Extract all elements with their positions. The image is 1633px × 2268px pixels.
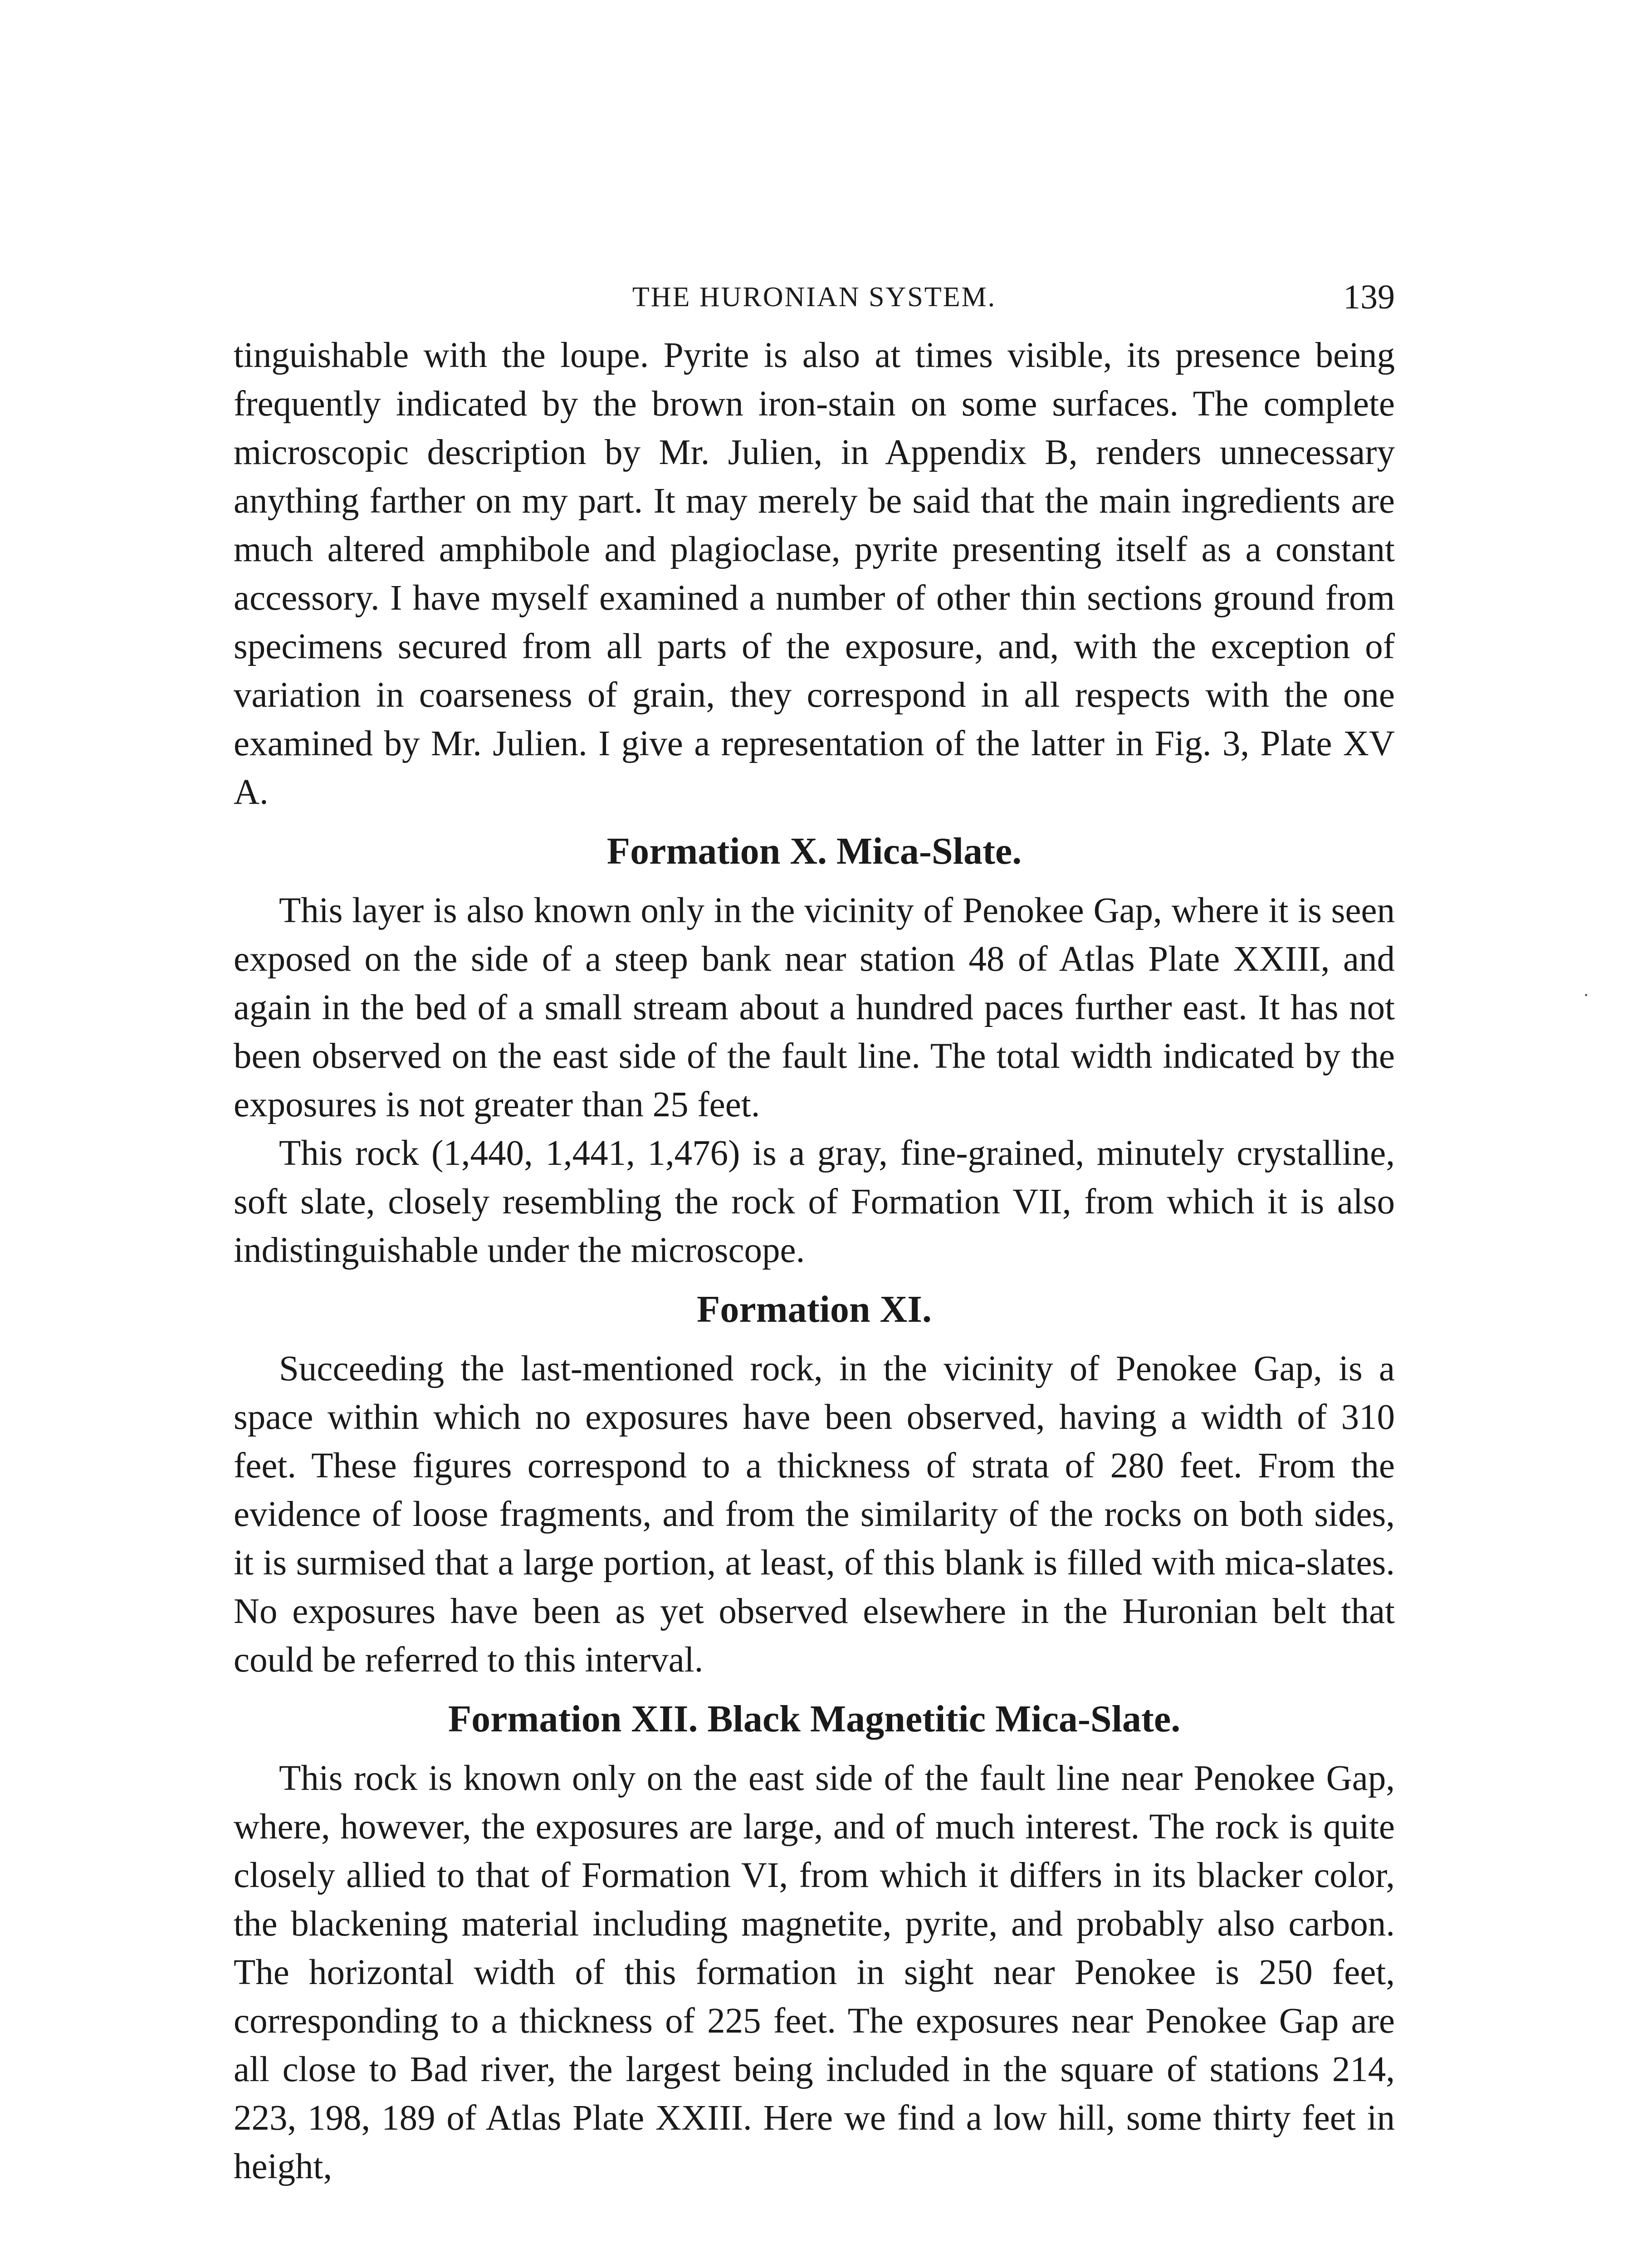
section-heading-formation-xi: Formation XI. xyxy=(697,1288,932,1330)
book-page xyxy=(234,278,1395,2191)
page-number: 139 xyxy=(1343,278,1395,316)
formation-x-paragraph-2: This rock (1,440, 1,441, 1,476) is a gray, fine-grained, minutely crystalline, soft slate, closely resembling the rock of Formation VII, from which it is also indistinguishable under the microscope. xyxy=(234,1134,1395,1270)
formation-x-paragraph-1: This layer is also known only in the vicinity of Penokee Gap, where it is seen exposed on the side of a steep bank near station 48 of Atlas Plate XXIII, and again in the bed of a small stream about a hundred paces further east. It has not been observed on the east side of the fault line. The total width indicated by the exposures is not greater than 25 feet. xyxy=(234,891,1395,1124)
section-heading-formation-xii: Formation XII. Black Magnetitic Mica-Slate. xyxy=(448,1698,1181,1740)
formation-xii-paragraph-1: This rock is known only on the east side of the fault line near Penokee Gap, where, however, the exposures are large, and of much interest. The rock is quite closely allied to that of Formation VI, from which it differs in its blacker color, the blackening material including magnetite, pyrite, and probably also carbon. The horizontal width of this formation in sight near Penokee is 250 feet, corresponding to a thickness of 225 feet. The exposures near Penokee Gap are all close to Bad river, the largest being included in the square of stations 214, 223, 198, 189 of Atlas Plate XXIII. Here we find a low hill, some thirty feet in height, xyxy=(234,1759,1395,2186)
intro-paragraph: tinguishable with the loupe. Pyrite is also at times visible, its presence being frequently indicated by the brown iron-stain on some surfaces. The complete microscopic description by Mr. Julien, in Appendix B, renders unnecessary anything farther on my part. It may merely be said that the main ingredients are much altered amphibole and plagioclase, pyrite presenting itself as a constant accessory. I have myself examined a number of other thin sections ground from specimens secured from all parts of the exposure, and, with the exception of variation in coarseness of grain, they correspond in all respects with the one examined by Mr. Julien. I give a representation of the latter in Fig. 3, Plate XV A. xyxy=(234,336,1395,812)
section-heading-formation-x: Formation X. Mica-Slate. xyxy=(606,830,1022,872)
margin-speck: · xyxy=(1583,985,1589,1005)
running-head xyxy=(234,278,1395,331)
formation-xi-paragraph-1: Succeeding the last-mentioned rock, in the vicinity of Penokee Gap, is a space within which no exposures have been observed, having a width of 310 feet. These figures correspond to a thickness of strata of 280 feet. From the evidence of loose fragments, and from the similarity of the rocks on both sides, it is surmised that a large portion, at least, of this blank is filled with mica-slates. No exposures have been as yet observed elsewhere in the Huronian belt that could be referred to this interval. xyxy=(234,1349,1395,1680)
running-head-title: THE HURONIAN SYSTEM. xyxy=(632,282,997,313)
